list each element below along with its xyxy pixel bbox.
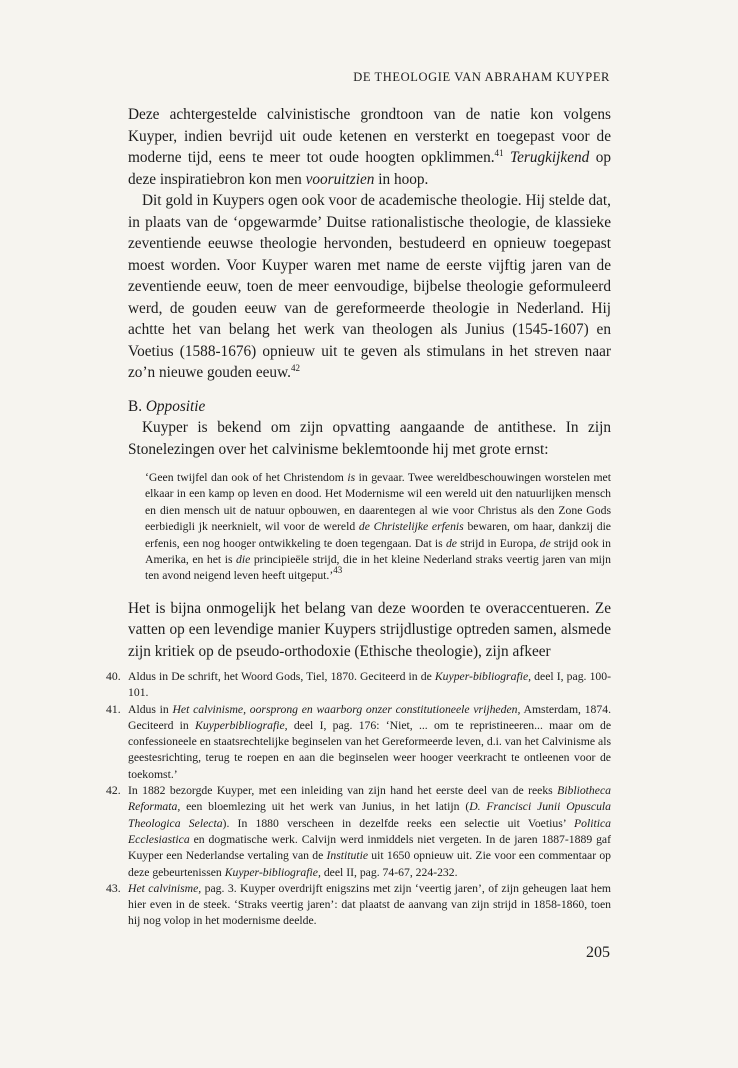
footnote-43: [106, 881, 611, 930]
footnote-number: 40.: [106, 670, 121, 683]
section-label: B.: [128, 397, 143, 415]
section-heading: [128, 396, 611, 418]
footnote-text: Aldus in De schrift, het Woord Gods, Tiel, 1870. Geciteerd in de Kuyper-bibliografie, deel I, pag. 100-101.: [128, 670, 611, 700]
footnote-42: [106, 783, 611, 881]
page-number: 205: [586, 944, 610, 961]
paragraph-3: Kuyper is bekend om zijn opvatting aangaande de antithese. In zijn Stonelezingen over het calvinisme beklemtoonde hij met grote ernst:: [128, 419, 611, 458]
footnote-ref-41[interactable]: 41: [494, 148, 504, 158]
footnote-number: 42.: [106, 784, 121, 798]
footnote-number: 43.: [106, 881, 121, 895]
block-quote: ‘Geen twijfel dan ook of het Christendom is in gevaar. Twee wereldbeschouwingen worstelen met elkaar in een kamp op leven en dood. Het Modernisme wil een wereld uit den natuurlijken mensch en dien mensch uit de natuur opbouwen, en daarentegen al wie voor Christus als den Zone Gods eerbiedigli jk neerknielt, wil voor de wereld de Christelijke erfenis bewaren, om haar, dankzij die erfenis, een nog hooger ontwikkeling te doen tegengaan. Dat is de strijd in Europa, de strijd ook in Amerika, en het is die principieële strijd, die in het kleine Nederland straks veertig jaren van mijn ten avond neigend leven heeft uitgeput.’$^{43}$: [145, 471, 611, 583]
section-title: Oppositie: [145, 397, 206, 415]
paragraph-1: Deze achtergestelde calvinistische grondtoon van de natie kon volgens Kuyper, indien bevrijd uit oude ketenen en versterkt en toegepast voor de moderne tijd, eens te meer tot oude hoogten opklimmen.$^{41}$ Terugkijkend op deze inspiratiebron kon men vooruitzien in hoop.: [128, 106, 611, 188]
footnote-ref-43[interactable]: 43: [333, 565, 343, 576]
footnote-text: Het calvinisme, pag. 3. Kuyper overdrijft enigszins met zijn ‘veertig jaren’, of zijn geheugen laat hem hier even in de steek. ‘Straks veertig jaren’: dat plaatst de aanvang van zijn strijd in 1858-1860, toen hij nog volop in het modernisme deelde.: [128, 881, 611, 928]
footnote-41: [106, 702, 611, 783]
running-header: DE THEOLOGIE VAN ABRAHAM KUYPER: [353, 70, 610, 84]
main-text: [128, 104, 611, 662]
paragraph-4: Het is bijna onmogelijk het belang van deze woorden te overaccentueren. Ze vatten op een levendige manier Kuypers strijdlustige optreden samen, alsmede zijn kritiek op de pseudo-orthodoxie (Ethische theologie), zijn afkeer: [128, 599, 611, 660]
footnotes: [106, 669, 611, 930]
footnote-ref-42[interactable]: 42: [290, 363, 300, 373]
footnote-text: Aldus in Het calvinisme, oorsprong en waarborg onzer constitutioneele vrijheden, Amsterdam, 1874. Geciteerd in Kuyperbibliografie, deel I, pag. 176: ‘Niet, ... om te repristineeren... maar om de confessioneele en staatsrechtelijke beginselen van het Gereformeerde leven, d.i. van het Calvinisme als geestesrichting, terug te roepen en aan die beginselen weer hooger veerkracht te ontleenen voor de toekomst.’: [128, 702, 612, 781]
footnote-text: In 1882 bezorgde Kuyper, met een inleiding van zijn hand het eerste deel van de reeks Bibliotheca Reformata, een bloemlezing uit het werk van Junius, in het latijn (D. Francisci Junii Opuscula Theologica Selecta). In 1880 verscheen in dezelfde reeks een selectie uit Voetius’ Politica Ecclesiastica en dogmatische werk. Calvijn werd inmiddels niet vergeten. In de jaren 1887-1889 gaf Kuyper een Nederlandse vertaling van de Institutie uit 1650 opnieuw uit. Zie voor een commentaar op deze gebeurtenissen Kuyper-bibliografie, deel II, pag. 74-67, 224-232.: [128, 784, 612, 879]
footnote-number: 41.: [106, 702, 121, 716]
footnote-40: [106, 669, 611, 702]
paragraph-2: Dit gold in Kuypers ogen ook voor de academische theologie. Hij stelde dat, in plaats van de ‘opgewarmde’ Duitse rationalistische theologie, de klassieke zeventiende eeuwse theologie hervonden, bestudeerd en opnieuw toegepast moest worden. Voor Kuyper waren met name de eerste vijftig jaren van de zeventiende eeuw, toen de meer eenvoudige, bijbelse theologie geformuleerd werd, de gouden eeuw van de gereformeerde theologie in Nederland. Hij achtte het van belang het werk van theologen als Junius (1545-1607) en Voetius (1588-1676) opnieuw uit te geven als stimulans in het streven naar zo’n nieuwe gouden eeuw.$^{42}$: [128, 192, 611, 381]
